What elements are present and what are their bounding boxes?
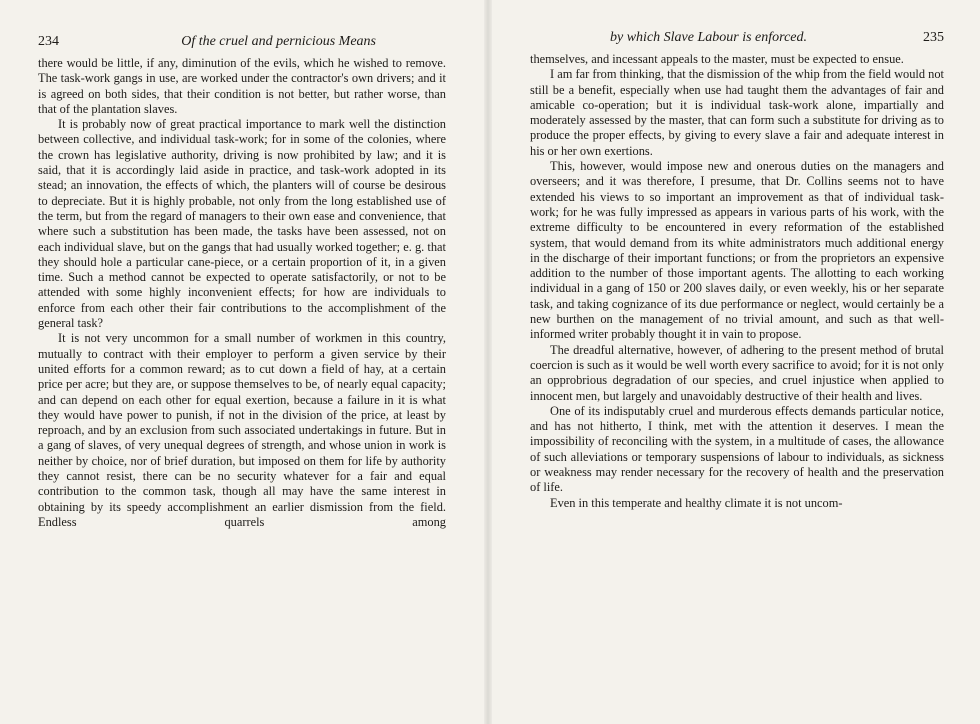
left-running-head: [38, 34, 446, 54]
right-running-head: [530, 30, 944, 50]
left-paragraph-1: there would be little, if any, diminution of the evils, which he wished to remove. The task-work gangs in use, are worked under the contractor's own drivers; and it is agreed on both sides, that their condition is not better, but rather worse, than that of the plantation slaves.: [38, 56, 446, 116]
right-paragraph-6: Even in this temperate and healthy climate it is not uncom-: [550, 495, 843, 510]
left-page-number: 234: [38, 34, 59, 49]
right-page: [490, 0, 980, 724]
right-paragraph-5: One of its indisputably cruel and murderous effects demands particular notice, and has not hitherto, I think, met with the attention it deserves. I mean the impossibility of reconciling with the system, in a multitude of cases, the allowance of such alleviations or temporary suspensions of labour to individuals, as sickness or weakness may render necessary for the recovery of health and the preservation of life.: [530, 403, 944, 495]
right-paragraph-4: The dreadful alternative, however, of adhering to the present method of brutal coercion is such as it would be well worth every sacrifice to avoid; for it is not only an opprobrious degradation of our species, and cruel injustice when applied to innocent men, but largely and unavoidably destructive of their health and lives.: [530, 342, 944, 403]
right-page-number: 235: [923, 30, 944, 45]
right-running-title: by which Slave Labour is enforced.: [610, 30, 808, 45]
right-paragraph-1: themselves, and incessant appeals to the master, must be expected to ensue.: [530, 52, 904, 66]
left-page: [0, 0, 486, 724]
left-paragraph-2: It is probably now of great practical importance to mark well the distinction between collective, and individual task-work; for in some of the colonies, where the crown has legislative authority, driving is now prohibited by law; and it is said, that it is accordingly laid aside in practice, and task-work adopted in its stead; an innovation, the effects of which, the planters will of course be desirous to depreciate. But it is highly probable, not only from the long established use of the term, but from the regard of managers to their own ease and convenience, that where such a substitution has been made, the tasks have been assessed, not on each individual slave, but on the gangs that had usually worked together; e. g. that they should hole a particular cane-piece, or a certain proportion of it, in a given time. Such a method cannot be expected to operate satisfactorily, or not to be attended with some highly inconvenient effects; for how are individuals to enforce from each other their fair contributions to the accomplishment of the general task?: [38, 117, 446, 331]
right-paragraph-2: I am far from thinking, that the dismission of the whip from the field would not still be a benefit, especially when use had taught them the advantages of fair and amicable co-operation; but it is individual task-work alone, impartially and moderately assessed by the master, that can form such a substitute for driving as to produce the proper effects, by giving to every slave a fair and adequate interest in his or her own exertions.: [530, 67, 944, 158]
left-paragraph-3: It is not very uncommon for a small number of workmen in this country, mutually to contract with their employer to perform a given service by their united efforts for a common reward; as to cut down a field of hay, at a certain price per acre; but they are, or suppose themselves to be, of nearly equal capacity; and can depend on each other for equal exertion, because a failure in it is what they would have power to punish, if not in the division of the price, at least by reproach, and by an exclusion from such associated undertakings in future. But in a gang of slaves, of very unequal degrees of strength, and whose union in work is neither by choice, nor of brief duration, but imposed on them for life by authority they cannot resist, there can be no security whatever for a fair and equal contribution to the common task, though all may have the same interest in obtaining by its speedy accomplishment an earlier dismission from the field. Endless quarrels among: [38, 331, 446, 529]
right-paragraph-3: This, however, would impose new and onerous duties on the managers and overseers; and it was therefore, I presume, that Dr. Collins seems not to have extended his views to so important an improvement as that of individual task-work; for he was fully impressed as appears in various parts of his work, with the extreme difficulty to be encountered in every reformation of the established system, that would demand from its white administrators much additional energy in the discharge of their important functions; or from the proprietors an expensive addition to the number of those important agents. The allotting to each working individual in a gang of 150 or 200 slaves daily, or even weekly, his or her separate task, and taking cognizance of its due performance or neglect, would certainly be a new burthen on the management of no trivial amount, and such as that well-informed writer probably thought it in vain to propose.: [530, 159, 944, 342]
left-running-title: Of the cruel and pernicious Means: [181, 34, 376, 49]
